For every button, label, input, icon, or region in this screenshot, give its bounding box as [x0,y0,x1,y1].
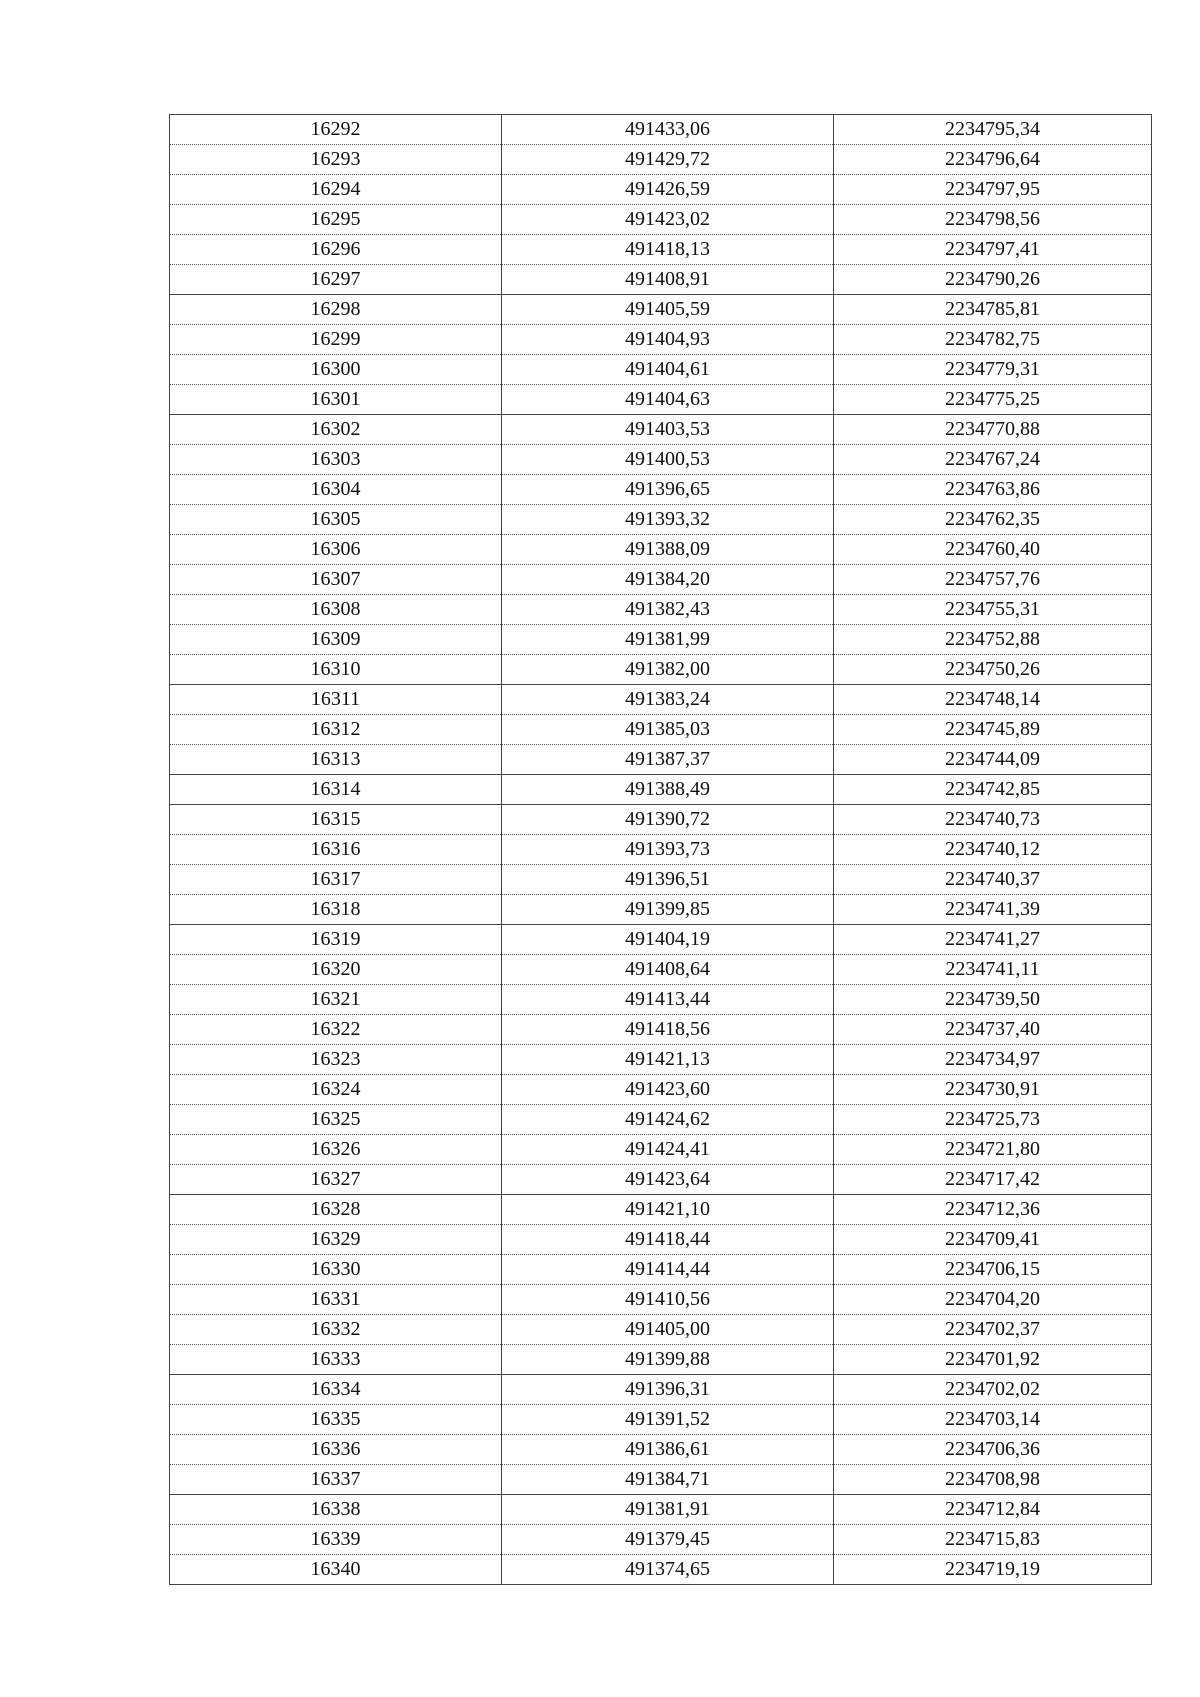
y-coordinate-cell: 2234737,40 [834,1015,1152,1045]
x-coordinate-cell: 491423,60 [502,1075,834,1105]
y-coordinate-cell: 2234795,34 [834,115,1152,145]
table-row [170,1255,1152,1285]
table-row [170,895,1152,925]
table-row [170,595,1152,625]
x-coordinate-cell: 491382,43 [502,595,834,625]
y-coordinate-cell: 2234779,31 [834,355,1152,385]
point-number-cell: 16309 [170,625,502,655]
y-coordinate-cell: 2234760,40 [834,535,1152,565]
x-coordinate-cell: 491399,88 [502,1345,834,1375]
table-row [170,1075,1152,1105]
y-coordinate-cell: 2234740,73 [834,805,1152,835]
table-row [170,1435,1152,1465]
point-number-cell: 16330 [170,1255,502,1285]
table-row [170,1555,1152,1585]
x-coordinate-cell: 491396,65 [502,475,834,505]
y-coordinate-cell: 2234739,50 [834,985,1152,1015]
table-row [170,1045,1152,1075]
y-coordinate-cell: 2234797,41 [834,235,1152,265]
table-row [170,115,1152,145]
point-number-cell: 16338 [170,1495,502,1525]
point-number-cell: 16331 [170,1285,502,1315]
y-coordinate-cell: 2234734,97 [834,1045,1152,1075]
point-number-cell: 16334 [170,1375,502,1405]
x-coordinate-cell: 491405,00 [502,1315,834,1345]
table-row [170,175,1152,205]
x-coordinate-cell: 491385,03 [502,715,834,745]
point-number-cell: 16294 [170,175,502,205]
y-coordinate-cell: 2234712,84 [834,1495,1152,1525]
y-coordinate-cell: 2234741,39 [834,895,1152,925]
x-coordinate-cell: 491410,56 [502,1285,834,1315]
x-coordinate-cell: 491408,91 [502,265,834,295]
y-coordinate-cell: 2234798,56 [834,205,1152,235]
x-coordinate-cell: 491388,49 [502,775,834,805]
x-coordinate-cell: 491391,52 [502,1405,834,1435]
table-row [170,745,1152,775]
x-coordinate-cell: 491423,02 [502,205,834,235]
x-coordinate-cell: 491396,31 [502,1375,834,1405]
x-coordinate-cell: 491404,61 [502,355,834,385]
point-number-cell: 16324 [170,1075,502,1105]
y-coordinate-cell: 2234715,83 [834,1525,1152,1555]
x-coordinate-cell: 491404,19 [502,925,834,955]
x-coordinate-cell: 491433,06 [502,115,834,145]
x-coordinate-cell: 491382,00 [502,655,834,685]
y-coordinate-cell: 2234702,02 [834,1375,1152,1405]
x-coordinate-cell: 491379,45 [502,1525,834,1555]
point-number-cell: 16328 [170,1195,502,1225]
y-coordinate-cell: 2234750,26 [834,655,1152,685]
table-row [170,655,1152,685]
table-row [170,955,1152,985]
table-row [170,325,1152,355]
point-number-cell: 16329 [170,1225,502,1255]
y-coordinate-cell: 2234706,36 [834,1435,1152,1465]
y-coordinate-cell: 2234740,12 [834,835,1152,865]
table-row [170,415,1152,445]
x-coordinate-cell: 491381,91 [502,1495,834,1525]
x-coordinate-cell: 491418,44 [502,1225,834,1255]
point-number-cell: 16321 [170,985,502,1015]
y-coordinate-cell: 2234709,41 [834,1225,1152,1255]
y-coordinate-cell: 2234775,25 [834,385,1152,415]
x-coordinate-cell: 491384,71 [502,1465,834,1495]
y-coordinate-cell: 2234752,88 [834,625,1152,655]
point-number-cell: 16333 [170,1345,502,1375]
y-coordinate-cell: 2234740,37 [834,865,1152,895]
y-coordinate-cell: 2234757,76 [834,565,1152,595]
table-row [170,505,1152,535]
point-number-cell: 16335 [170,1405,502,1435]
x-coordinate-cell: 491413,44 [502,985,834,1015]
point-number-cell: 16299 [170,325,502,355]
y-coordinate-cell: 2234742,85 [834,775,1152,805]
y-coordinate-cell: 2234719,19 [834,1555,1152,1585]
x-coordinate-cell: 491426,59 [502,175,834,205]
point-number-cell: 16317 [170,865,502,895]
table-row [170,1315,1152,1345]
table-row [170,625,1152,655]
table-row [170,715,1152,745]
table-row [170,1015,1152,1045]
table-row [170,535,1152,565]
table-row [170,685,1152,715]
y-coordinate-cell: 2234703,14 [834,1405,1152,1435]
point-number-cell: 16304 [170,475,502,505]
point-number-cell: 16312 [170,715,502,745]
table-row [170,1345,1152,1375]
table-row [170,1405,1152,1435]
x-coordinate-cell: 491383,24 [502,685,834,715]
point-number-cell: 16307 [170,565,502,595]
table-row [170,355,1152,385]
x-coordinate-cell: 491400,53 [502,445,834,475]
point-number-cell: 16300 [170,355,502,385]
x-coordinate-cell: 491381,99 [502,625,834,655]
point-number-cell: 16311 [170,685,502,715]
point-number-cell: 16319 [170,925,502,955]
table-row [170,775,1152,805]
x-coordinate-cell: 491393,32 [502,505,834,535]
y-coordinate-cell: 2234762,35 [834,505,1152,535]
x-coordinate-cell: 491424,62 [502,1105,834,1135]
point-number-cell: 16314 [170,775,502,805]
table-row [170,1525,1152,1555]
x-coordinate-cell: 491424,41 [502,1135,834,1165]
y-coordinate-cell: 2234744,09 [834,745,1152,775]
point-number-cell: 16337 [170,1465,502,1495]
table-row [170,1465,1152,1495]
point-number-cell: 16316 [170,835,502,865]
point-number-cell: 16322 [170,1015,502,1045]
y-coordinate-cell: 2234748,14 [834,685,1152,715]
x-coordinate-cell: 491386,61 [502,1435,834,1465]
point-number-cell: 16318 [170,895,502,925]
x-coordinate-cell: 491403,53 [502,415,834,445]
y-coordinate-cell: 2234712,36 [834,1195,1152,1225]
y-coordinate-cell: 2234706,15 [834,1255,1152,1285]
y-coordinate-cell: 2234741,11 [834,955,1152,985]
table-row [170,145,1152,175]
y-coordinate-cell: 2234797,95 [834,175,1152,205]
x-coordinate-cell: 491405,59 [502,295,834,325]
point-number-cell: 16295 [170,205,502,235]
y-coordinate-cell: 2234717,42 [834,1165,1152,1195]
point-number-cell: 16310 [170,655,502,685]
table-row [170,475,1152,505]
x-coordinate-cell: 491396,51 [502,865,834,895]
table-row [170,805,1152,835]
y-coordinate-cell: 2234796,64 [834,145,1152,175]
point-number-cell: 16298 [170,295,502,325]
x-coordinate-cell: 491418,13 [502,235,834,265]
table-row [170,265,1152,295]
y-coordinate-cell: 2234767,24 [834,445,1152,475]
x-coordinate-cell: 491387,37 [502,745,834,775]
y-coordinate-cell: 2234741,27 [834,925,1152,955]
point-number-cell: 16326 [170,1135,502,1165]
table-row [170,1285,1152,1315]
y-coordinate-cell: 2234785,81 [834,295,1152,325]
x-coordinate-cell: 491399,85 [502,895,834,925]
y-coordinate-cell: 2234704,20 [834,1285,1152,1315]
y-coordinate-cell: 2234782,75 [834,325,1152,355]
x-coordinate-cell: 491388,09 [502,535,834,565]
point-number-cell: 16297 [170,265,502,295]
point-number-cell: 16296 [170,235,502,265]
x-coordinate-cell: 491421,10 [502,1195,834,1225]
point-number-cell: 16305 [170,505,502,535]
table-row [170,1225,1152,1255]
x-coordinate-cell: 491414,44 [502,1255,834,1285]
x-coordinate-cell: 491429,72 [502,145,834,175]
table-row [170,205,1152,235]
x-coordinate-cell: 491418,56 [502,1015,834,1045]
table-row [170,1375,1152,1405]
table-row [170,1195,1152,1225]
x-coordinate-cell: 491374,65 [502,1555,834,1585]
table-row [170,835,1152,865]
point-number-cell: 16293 [170,145,502,175]
table-row [170,445,1152,475]
point-number-cell: 16327 [170,1165,502,1195]
table-row [170,1105,1152,1135]
y-coordinate-cell: 2234770,88 [834,415,1152,445]
point-number-cell: 16339 [170,1525,502,1555]
point-number-cell: 16308 [170,595,502,625]
point-number-cell: 16332 [170,1315,502,1345]
y-coordinate-cell: 2234701,92 [834,1345,1152,1375]
point-number-cell: 16325 [170,1105,502,1135]
point-number-cell: 16292 [170,115,502,145]
table-row [170,565,1152,595]
table-row [170,865,1152,895]
table-row [170,235,1152,265]
x-coordinate-cell: 491423,64 [502,1165,834,1195]
point-number-cell: 16320 [170,955,502,985]
y-coordinate-cell: 2234708,98 [834,1465,1152,1495]
y-coordinate-cell: 2234721,80 [834,1135,1152,1165]
table-row [170,295,1152,325]
x-coordinate-cell: 491404,63 [502,385,834,415]
point-number-cell: 16323 [170,1045,502,1075]
table-row [170,1495,1152,1525]
y-coordinate-cell: 2234745,89 [834,715,1152,745]
x-coordinate-cell: 491408,64 [502,955,834,985]
point-number-cell: 16336 [170,1435,502,1465]
point-number-cell: 16306 [170,535,502,565]
y-coordinate-cell: 2234730,91 [834,1075,1152,1105]
x-coordinate-cell: 491390,72 [502,805,834,835]
point-number-cell: 16315 [170,805,502,835]
point-number-cell: 16302 [170,415,502,445]
table-row [170,985,1152,1015]
point-number-cell: 16301 [170,385,502,415]
coordinates-table [169,114,1152,1585]
x-coordinate-cell: 491384,20 [502,565,834,595]
y-coordinate-cell: 2234702,37 [834,1315,1152,1345]
point-number-cell: 16303 [170,445,502,475]
coordinates-table-body [170,115,1152,1585]
y-coordinate-cell: 2234790,26 [834,265,1152,295]
y-coordinate-cell: 2234755,31 [834,595,1152,625]
table-row [170,1135,1152,1165]
x-coordinate-cell: 491404,93 [502,325,834,355]
table-row [170,1165,1152,1195]
point-number-cell: 16313 [170,745,502,775]
table-row [170,925,1152,955]
y-coordinate-cell: 2234725,73 [834,1105,1152,1135]
point-number-cell: 16340 [170,1555,502,1585]
y-coordinate-cell: 2234763,86 [834,475,1152,505]
x-coordinate-cell: 491421,13 [502,1045,834,1075]
table-row [170,385,1152,415]
x-coordinate-cell: 491393,73 [502,835,834,865]
